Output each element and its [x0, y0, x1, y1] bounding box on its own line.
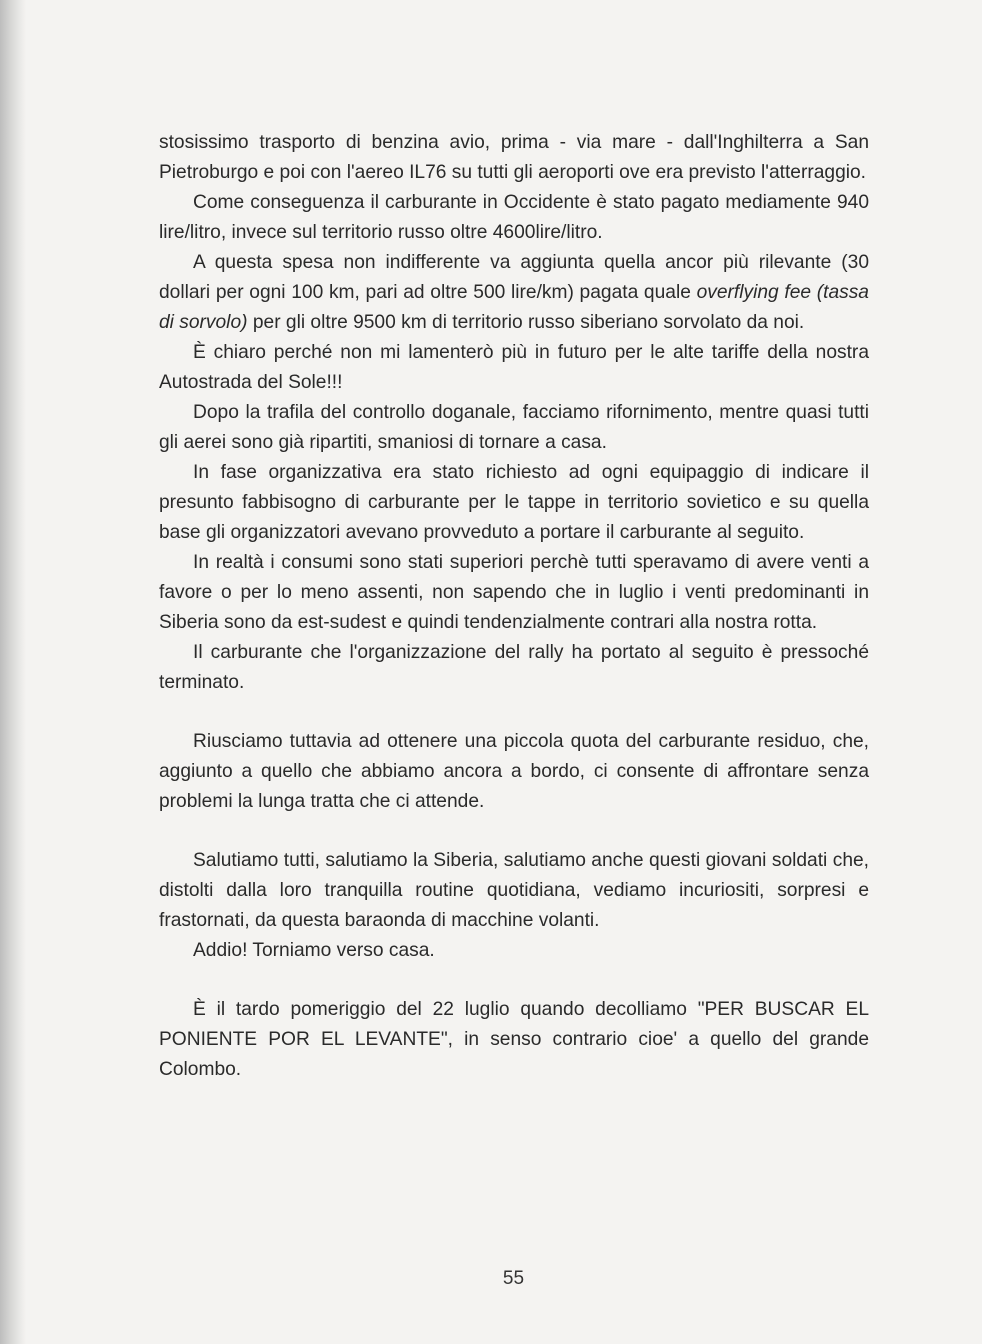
paragraph: È chiaro perché non mi lamenterò più in futuro per le alte tariffe della nostra Autostrada del Sole!!! [159, 342, 869, 393]
paragraph: Il carburante che l'organizzazione del rally ha portato al seguito è pressoché terminato. [159, 642, 869, 693]
paragraph: stosissimo trasporto di benzina avio, prima - via mare - dall'Inghilterra a San Pietroburgo e poi con l'aereo IL76 su tutti gli aeroporti ove era previsto l'atterraggio. [159, 132, 869, 183]
book-spine-shadow [0, 0, 26, 1344]
paragraph: È il tardo pomeriggio del 22 luglio quando decolliamo "PER BUSCAR EL PONIENTE POR EL LEVANTE", in senso contrario cioe' a quello del grande Colombo. [159, 999, 869, 1080]
paragraph: Salutiamo tutti, salutiamo la Siberia, salutiamo anche questi giovani soldati che, distolti dalla loro tranquilla routine quotidiana, vediamo incuriositi, sorpresi e frastornati, da questa baraonda di macchine volanti. [159, 850, 869, 931]
body-text [159, 128, 869, 1085]
page-number: 55 [502, 1268, 525, 1289]
paragraph: In realtà i consumi sono stati superiori perchè tutti speravamo di avere venti a favore o per lo meno assenti, non sapendo che in luglio i venti predominanti in Siberia sono da est-sudest e quindi tendenzialmente contrari alla nostra rotta. [159, 552, 869, 633]
paragraph: Dopo la trafila del controllo doganale, facciamo rifornimento, mentre quasi tutti gli aerei sono già ripartiti, smaniosi di tornare a casa. [159, 402, 869, 453]
italic-term: overflying fee (tassa di sorvolo) [159, 282, 869, 333]
paragraph-text: A questa spesa non indifferente va aggiunta quella ancor più rilevante (30 dollari per ogni 100 km, pari ad oltre 500 lire/km) pagata quale [159, 252, 869, 303]
paragraph: Addio! Torniamo verso casa. [193, 940, 435, 961]
paragraph: Come conseguenza il carburante in Occidente è stato pagato mediamente 940 lire/litro, invece sul territorio russo oltre 4600lire/litro. [159, 192, 869, 243]
paragraph: In fase organizzativa era stato richiesto ad ogni equipaggio di indicare il presunto fabbisogno di carburante per le tappe in territorio sovietico e su quella base gli organizzatori avevano provveduto a portare il carburante al seguito. [159, 462, 869, 543]
paragraph [159, 248, 869, 338]
paragraph: Riusciamo tuttavia ad ottenere una piccola quota del carburante residuo, che, aggiunto a quello che abbiamo ancora a bordo, ci consente di affrontare senza problemi la lunga tratta che ci attende. [159, 731, 869, 812]
paragraph-text: per gli oltre 9500 km di territorio russo siberiano sorvolato da noi. [247, 312, 805, 333]
